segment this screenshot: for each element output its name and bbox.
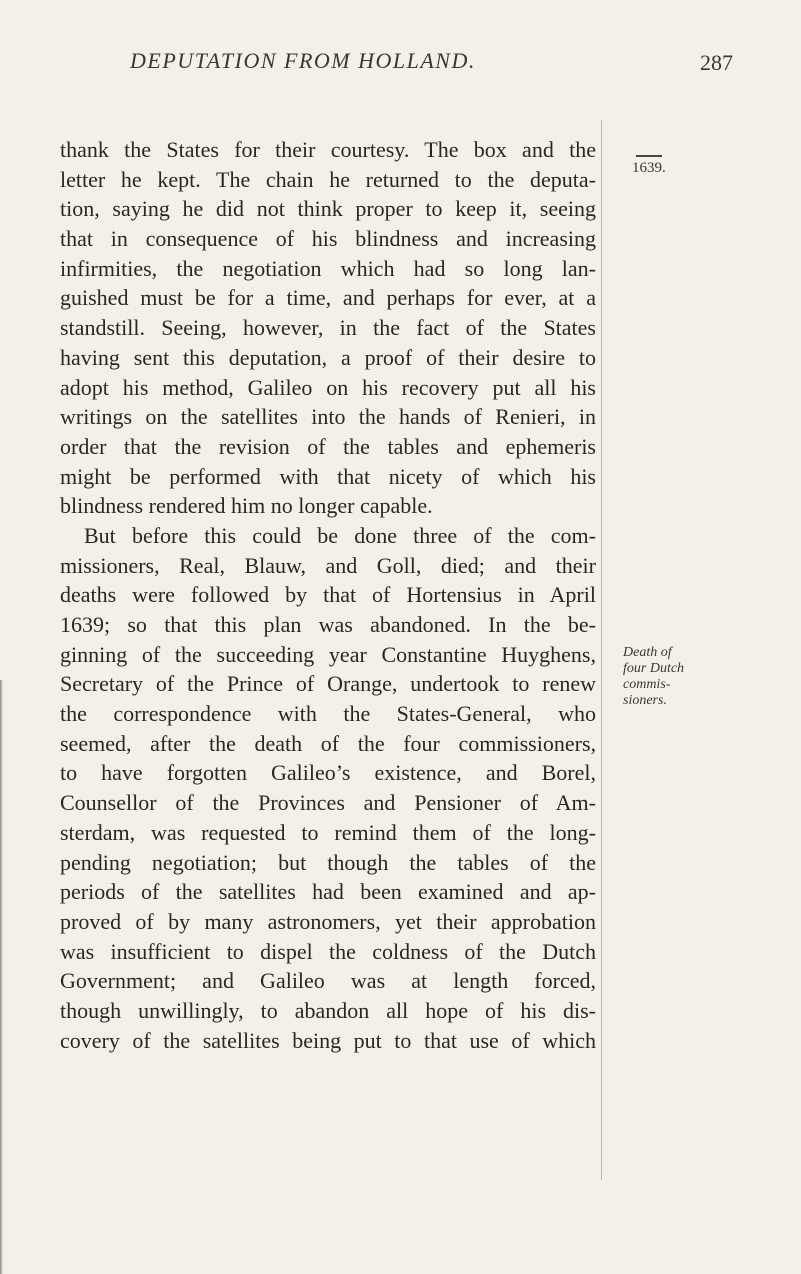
text-line: periods of the satellites had been examined and ap- [60,879,596,905]
text-line: writings on the satellites into the hands of Renieri, in [60,404,596,430]
text-line: 1639; so that this plan was abandoned. In the be- [60,612,596,637]
text-line: blindness rendered him no longer capable. [60,493,433,519]
text-line: seemed, after the death of the four commissioners, [60,730,596,756]
text-line: thank the States for their courtesy. The box and the [60,137,596,162]
text-line: might be performed with that nicety of which his [60,463,596,489]
text-line: guished must be for a time, and perhaps for ever, at a [60,285,596,311]
text-line: proved of by many astronomers, yet their approbation [60,908,596,934]
text-line: that in consequence of his blindness and increasing [60,226,596,252]
text-line: letter he kept. The chain he returned to the deputa- [60,166,596,192]
text-line: infirmities, the negotiation which had so long lan- [60,255,596,281]
page-number: 287 [700,50,733,75]
text-line: covery of the satellites being put to that use of which [60,1027,596,1053]
body-text [60,135,596,1055]
text-line: Secretary of the Prince of Orange, undertook to renew [60,671,596,697]
text-line: was insufficient to dispel the coldness of the Dutch [60,938,596,964]
text-line: sterdam, was requested to remind them of the long- [60,819,596,845]
text-line: to have forgotten Galileo’s existence, and Borel, [60,760,596,786]
text-line: though unwillingly, to abandon all hope of his dis- [60,997,596,1023]
margin-note-line: Death of [623,645,672,660]
margin-note-line: sioners. [623,693,667,708]
margin-rule [601,120,602,1180]
text-line: Counsellor of the Provinces and Pensioner of Am- [60,790,596,816]
text-line: Government; and Galileo was at length forced, [60,968,596,994]
text-line: order that the revision of the tables and ephemeris [60,433,596,459]
margin-year: 1639. [632,160,666,176]
text-line: missioners, Real, Blauw, and Goll, died; and their [60,552,596,578]
text-line: deaths were followed by that of Hortensius in April [60,582,596,608]
text-line: adopt his method, Galileo on his recovery put all his [60,374,596,400]
text-line: pending negotiation; but though the tables of the [60,849,596,875]
margin-note-line: commis- [623,677,671,692]
margin-note-line: four Dutch [623,661,685,676]
margin-note [623,645,733,709]
text-line: having sent this deputation, a proof of their desire to [60,344,596,370]
text-line: But before this could be done three of the com- [84,522,596,548]
left-page-edge-shadow [0,680,3,1274]
text-line: ginning of the succeeding year Constantine Huyghens, [60,641,596,667]
margin-dash [636,155,662,157]
running-head: DEPUTATION FROM HOLLAND. [130,48,476,73]
text-line: standstill. Seeing, however, in the fact of the States [60,315,596,341]
text-line: the correspondence with the States-General, who [60,701,596,727]
text-line: tion, saying he did not think proper to keep it, seeing [60,196,596,222]
